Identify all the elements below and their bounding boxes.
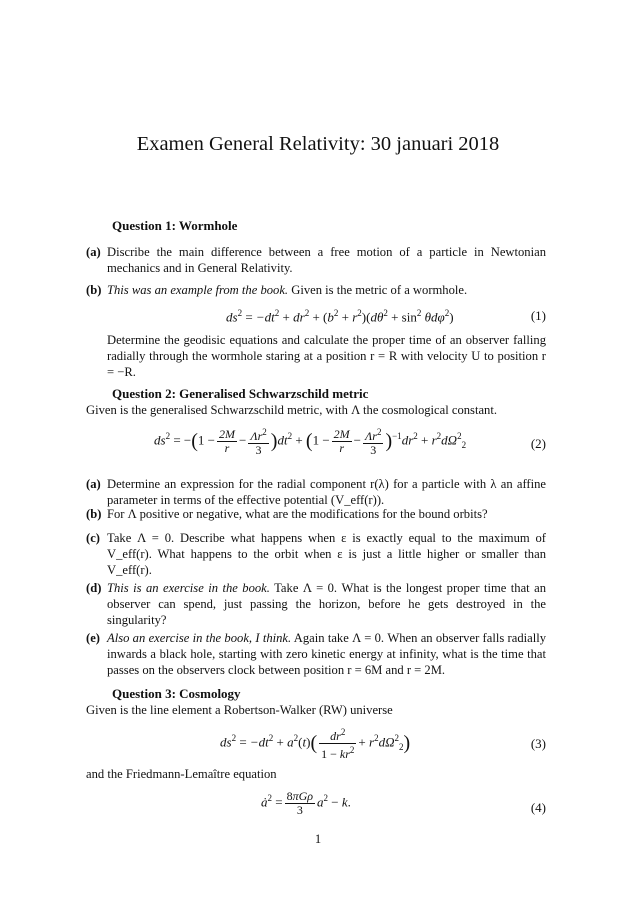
question-1b-continuation: Determine the geodisic equations and calculate the proper time of an observer falling radially through the wormhole staring at a position r = R with velocity U to position r = −R. — [107, 333, 546, 379]
item-text: Take Λ = 0. Describe what happens when ε is exactly equal to the maximum of V_eff(r). What happens to the orbit when ε is just a little higher or smaller than V_eff(r). — [107, 531, 546, 577]
question-2-intro: Given is the generalised Schwarzschild metric, with Λ the cosmological constant. — [86, 403, 497, 417]
question-1a — [86, 244, 546, 276]
question-2d — [86, 580, 546, 628]
item-body: Again take Λ = 0. When an observer falls radially inwards a black hole, starting with zero kinetic energy at infinity, what is the time that passes on the observers clock between position r = 6M and r = 2M. — [107, 631, 546, 677]
page-number: 1 — [314, 832, 322, 846]
equation-4 — [86, 788, 546, 828]
equation-2-number: (2) — [530, 436, 546, 451]
item-label: (b) — [86, 507, 102, 521]
question-2a — [86, 476, 546, 508]
equation-4-body: $ȧ^2$ = $\frac{\text{8πGρ}}{3}$ $a^2 - k$. — [261, 789, 351, 817]
item-label: (c) — [86, 531, 100, 545]
question-3-intro: Given is the line element a Robertson-Walker (RW) universe — [86, 703, 393, 717]
question-3-heading: Question 3: Cosmology — [112, 686, 241, 701]
item-lead: This was an example from the book. — [107, 283, 289, 297]
question-2-heading: Question 2: Generalised Schwarzschild metric — [112, 386, 369, 401]
question-2b — [86, 506, 546, 522]
equation-3-number: (3) — [530, 736, 546, 751]
item-text: For Λ positive or negative, what are the modifications for the bound orbits? — [107, 507, 488, 521]
item-body: Take Λ = 0. What is the longest proper time that an observer can spend, just passing the horizon, before he gets destroyed in the singularity? — [107, 581, 546, 627]
document-title: Examen General Relativity: 30 januari 2018 — [136, 133, 500, 155]
question-2e — [86, 630, 546, 678]
equation-3-body: $ds^2 = -dt^2 + a^2(t)$( $\frac{dr^2}{1 - kr^2}$ + $r^2d\Omega^2_2$) — [220, 727, 411, 761]
item-label: (a) — [86, 477, 101, 491]
item-text — [107, 580, 546, 628]
item-text: Discribe the main difference between a free motion of a particle in Newtonian mechanics and in General Relativity. — [107, 245, 546, 275]
equation-1-body: $ds^2 = -dt^2 + dr^2 + (b^2 + r^2)(d\theta^2 + \sin^2 \theta d\varphi^2)$ — [226, 308, 454, 325]
item-label: (e) — [86, 631, 100, 645]
equation-2-body: $ds^2 = -(1$ − $\frac{2M}{r}$ − $\frac{\Lambda r^2}{3}$ )$dt^2 + (1$ − $\frac{2M}{r}$ − $\frac{\Lambda r^2}{3}$ )$^{-1}dr^2 + r^2d\Omega^2_2$ — [154, 427, 467, 457]
item-body: Given is the metric of a wormhole. — [288, 283, 468, 297]
item-label: (a) — [86, 245, 101, 259]
item-lead: This is an exercise in the book. — [107, 581, 270, 595]
item-lead: Also an exercise in the book, I think. — [107, 631, 292, 645]
item-label: (b) — [86, 283, 102, 297]
question-2c — [86, 530, 546, 578]
equation-4-number: (4) — [530, 800, 546, 815]
question-1b — [86, 282, 546, 298]
question-1-heading: Question 1: Wormhole — [112, 218, 238, 233]
item-text: Determine an expression for the radial component r(λ) for a particle with λ an affine parameter in terms of the effective potential (V_eff(r)). — [107, 477, 546, 507]
item-text — [107, 630, 546, 678]
item-text — [107, 282, 546, 298]
equation-1-number: (1) — [530, 308, 546, 323]
equation-3 — [86, 724, 546, 764]
equation-2 — [86, 424, 546, 464]
question-3-between: and the Friedmann-Lemaître equation — [86, 767, 277, 781]
item-label: (d) — [86, 581, 102, 595]
